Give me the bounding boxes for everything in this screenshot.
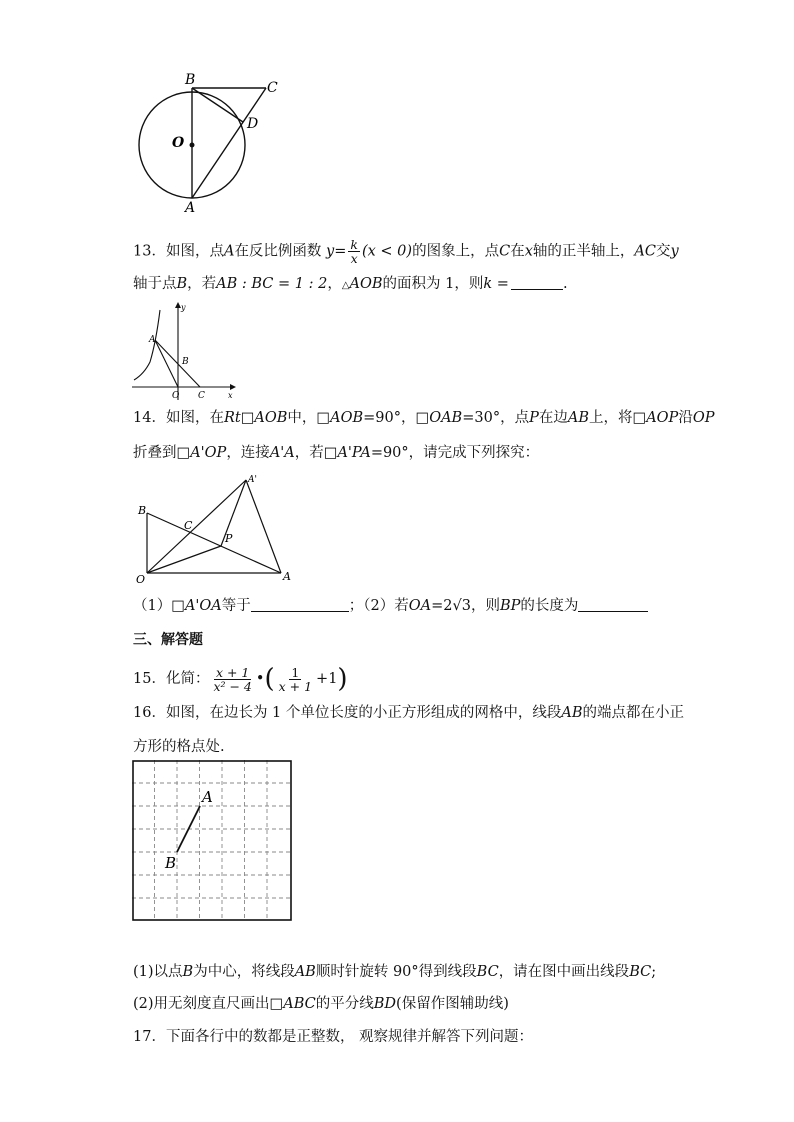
q13-line2: 轴于点B，若AB : BC = 1 : 2，△AOB的面积为 1，则k = . xyxy=(133,276,568,292)
label-a: A xyxy=(202,788,213,806)
x-axis-arrow xyxy=(230,384,236,390)
q14-subquestions: （1）□A'OA等于 ；（2）若OA=2√3，则BP的长度为 xyxy=(133,596,648,616)
section-heading: 三、解答题 xyxy=(133,632,203,648)
label-o: O xyxy=(136,573,146,586)
label-c: C xyxy=(267,80,278,96)
label-o: O xyxy=(172,135,185,151)
q16-sub1: (1)以点B为中心，将线段AB顺时针旋转 90°得到线段BC，请在图中画出线段BC; xyxy=(133,964,657,980)
label-y: y xyxy=(181,303,186,312)
hyperbola-curve xyxy=(134,310,160,380)
q16-line2: 方形的格点处. xyxy=(133,739,225,755)
q14-line2: 折叠到□A'OP，连接A'A，若□A'PA=90°，请完成下列探究： xyxy=(133,445,540,461)
label-a: A xyxy=(283,570,291,583)
segment-oa-prime xyxy=(147,480,246,573)
q13-line1: 13．如图，点A在反比例函数 y= $\frac{k}{x}$ (x < 0)的图象上，点C在x轴的正半轴上，AC交y xyxy=(133,237,679,266)
label-x: x xyxy=(228,391,233,400)
label-c: C xyxy=(198,391,205,401)
grid-figure xyxy=(132,760,294,922)
label-o: O xyxy=(172,391,180,401)
segment-op xyxy=(147,546,221,573)
label-a: A xyxy=(185,200,196,215)
q15-fraction-2: $\frac{1}{x + 1}$ xyxy=(278,664,313,694)
segment-ao xyxy=(155,340,178,387)
segment-ac xyxy=(192,88,266,198)
q16-line1: 16．如图，在边长为 1 个单位长度的小正方形组成的网格中，线段AB的端点都在小正 xyxy=(133,705,685,721)
label-d: D xyxy=(247,116,259,132)
q17-line: 17．下面各行中的数都是正整数， 观察规律并解答下列问题： xyxy=(133,1029,534,1045)
q16-sub2: (2)用无刻度直尺画出□ABC的平分线BD(保留作图辅助线) xyxy=(133,996,509,1012)
label-b: B xyxy=(182,357,189,367)
q15-line: 15．化简： $\frac{x + 1}{\text{x² − 4}}$ •( $\frac{1}{x + 1}$ +1) xyxy=(133,664,348,694)
inverse-function-figure xyxy=(130,300,240,402)
q14-answer-blank-2 xyxy=(578,597,648,612)
label-b: B xyxy=(165,854,177,872)
label-p: P xyxy=(225,532,233,545)
q13-answer-blank xyxy=(511,275,563,290)
segment-ab xyxy=(147,513,281,573)
label-a-prime: A' xyxy=(248,475,257,485)
segment-bd xyxy=(192,88,243,122)
center-point xyxy=(190,143,195,148)
q13-fraction: $\frac{k}{x}$ xyxy=(350,237,358,266)
folding-triangle-figure xyxy=(130,470,305,588)
q15-fraction-1: $\frac{x + 1}{\text{x² − 4}}$ xyxy=(213,664,252,694)
q14-answer-blank-1 xyxy=(251,597,349,612)
label-b: B xyxy=(185,72,196,88)
label-c: C xyxy=(184,519,193,532)
circle-figure xyxy=(130,70,290,215)
label-a: A xyxy=(149,335,156,345)
q14-line1: 14．如图，在Rt□AOB中，□AOB=90°，□OAB=30°，点P在边AB上，将□AOP沿OP xyxy=(133,410,715,426)
label-b: B xyxy=(138,504,147,517)
